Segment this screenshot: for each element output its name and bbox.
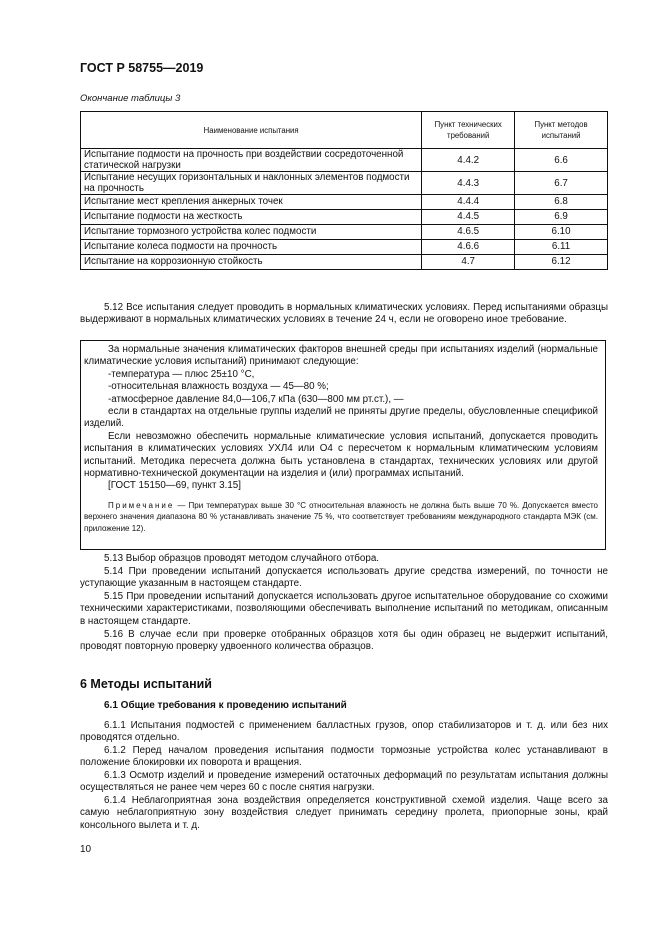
col-header-test-name: Наименование испытания [81, 112, 422, 149]
cell-test-method: 6.8 [515, 195, 608, 210]
cell-tech-req: 4.6.6 [422, 240, 515, 255]
table-row [81, 225, 608, 240]
paragraph-5-16: 5.16 В случае если при проверке отобранных образцов хотя бы один образец не выдержит испытаний, проводят повторную проверку удвоенного количества образцов. [80, 629, 608, 653]
cell-test-name: Испытание мест крепления анкерных точек [81, 195, 422, 210]
table-header-row [81, 112, 608, 149]
box-item-pressure: -атмосферное давление 84,0—106,7 кПа (630—800 мм рт.ст.), — [108, 393, 404, 405]
table-caption: Окончание таблицы 3 [80, 93, 181, 104]
cell-test-name: Испытание подмости на жесткость [81, 210, 422, 225]
box-reference: [ГОСТ 15150—69, пункт 3.15] [108, 480, 241, 492]
cell-tech-req: 4.4.2 [422, 149, 515, 172]
cell-test-method: 6.6 [515, 149, 608, 172]
quoted-standard-box [80, 340, 606, 550]
cell-test-name: Испытание тормозного устройства колес подмости [81, 225, 422, 240]
table-row [81, 255, 608, 270]
cell-test-name: Испытание несущих горизонтальных и наклонных элементов подмости на прочность [81, 172, 422, 195]
note-text: — При температурах выше 30 °С относительная влажность не должна быть выше 70 %. Допускается вместо верхнего значения диапазона 80 % устанавливать значение 75 %, что соответствует требованиям международного стандарта МЭК (см. приложение 12). [84, 500, 598, 534]
cell-tech-req: 4.4.5 [422, 210, 515, 225]
document-header: ГОСТ Р 58755—2019 [80, 61, 204, 75]
cell-test-method: 6.10 [515, 225, 608, 240]
paragraph-6-1-2: 6.1.2 Перед началом проведения испытания подмости тормозные устройства колес устанавливают в положение блокировки их поворота и вращения. [80, 745, 608, 769]
col-header-tech-req: Пункт технических требований [422, 112, 515, 149]
box-paragraph-2: Если невозможно обеспечить нормальные климатические условия испытаний, допускается проводить испытания в климатических условиях УХЛ4 или О4 с пересчетом к нормальным климатическим условиям испытаний. Методика пересчета должна быть установлена в стандартах, технических условиях или другой нормативно-технической документации на изделия и (или) программах испытаний. [84, 430, 598, 480]
paragraph-6-1-4: 6.1.4 Неблагоприятная зона воздействия определяется конструктивной схемой изделия. Чаще всего за самую неблагоприятную зону воздействия следует принимать середину пролета, приопорные зоны, край консольного вылета и т. д. [80, 795, 608, 831]
cell-test-method: 6.9 [515, 210, 608, 225]
box-intro: За нормальные значения климатических факторов внешней среды при испытаниях изделий (нормальные климатические условия испытаний) принимают следующие: [84, 344, 598, 368]
paragraph-6-1-1: 6.1.1 Испытания подмостей с применением балластных грузов, опор стабилизаторов и т. д. или без них проводятся отдельно. [80, 720, 608, 744]
cell-test-name: Испытание подмости на прочность при воздействии сосредоточенной статической нагрузки [81, 149, 422, 172]
table-row [81, 149, 608, 172]
col-header-test-method: Пункт методов испытаний [515, 112, 608, 149]
box-note [84, 500, 598, 535]
page-number: 10 [80, 844, 92, 855]
note-label: Примечание [108, 500, 175, 510]
cell-test-method: 6.7 [515, 172, 608, 195]
table-row [81, 195, 608, 210]
cell-test-name: Испытание на коррозионную стойкость [81, 255, 422, 270]
section-heading-6: 6 Методы испытаний [80, 677, 212, 691]
cell-tech-req: 4.6.5 [422, 225, 515, 240]
paragraph-5-13: 5.13 Выбор образцов проводят методом случайного отбора. [104, 553, 379, 564]
subsection-heading-6-1: 6.1 Общие требования к проведению испытаний [104, 700, 347, 711]
cell-tech-req: 4.4.3 [422, 172, 515, 195]
paragraph-6-1-3: 6.1.3 Осмотр изделий и проведение измерений остаточных деформаций по результатам испытания должны осуществляться не ранее чем через 60 с после снятия нагрузки. [80, 770, 608, 794]
table-row [81, 172, 608, 195]
box-continuation: если в стандартах на отдельные группы изделий не приняты другие пределы, обусловленные спецификой изделий. [84, 406, 598, 430]
paragraph-5-15: 5.15 При проведении испытаний допускается использовать другое испытательное оборудование со схожими техническими характеристиками, позволяющими обеспечивать выполнение испытаний по методикам, описанным в настоящем стандарте. [80, 591, 608, 627]
cell-test-method: 6.11 [515, 240, 608, 255]
cell-tech-req: 4.7 [422, 255, 515, 270]
paragraph-5-14: 5.14 При проведении испытаний допускается использовать другие средства измерений, по точности не уступающие указанным в настоящем стандарте. [80, 566, 608, 590]
tests-table [80, 111, 608, 270]
box-item-humidity: -относительная влажность воздуха — 45—80 %; [108, 381, 329, 393]
cell-tech-req: 4.4.4 [422, 195, 515, 210]
box-item-temperature: -температура — плюс 25±10 °С, [108, 368, 255, 380]
table-row [81, 210, 608, 225]
table-row [81, 240, 608, 255]
cell-test-name: Испытание колеса подмости на прочность [81, 240, 422, 255]
cell-test-method: 6.12 [515, 255, 608, 270]
paragraph-5-12: 5.12 Все испытания следует проводить в нормальных климатических условиях. Перед испытаниями образцы выдерживают в нормальных климатических условиях в течение 24 ч, если не оговорено иное требование. [80, 302, 608, 326]
